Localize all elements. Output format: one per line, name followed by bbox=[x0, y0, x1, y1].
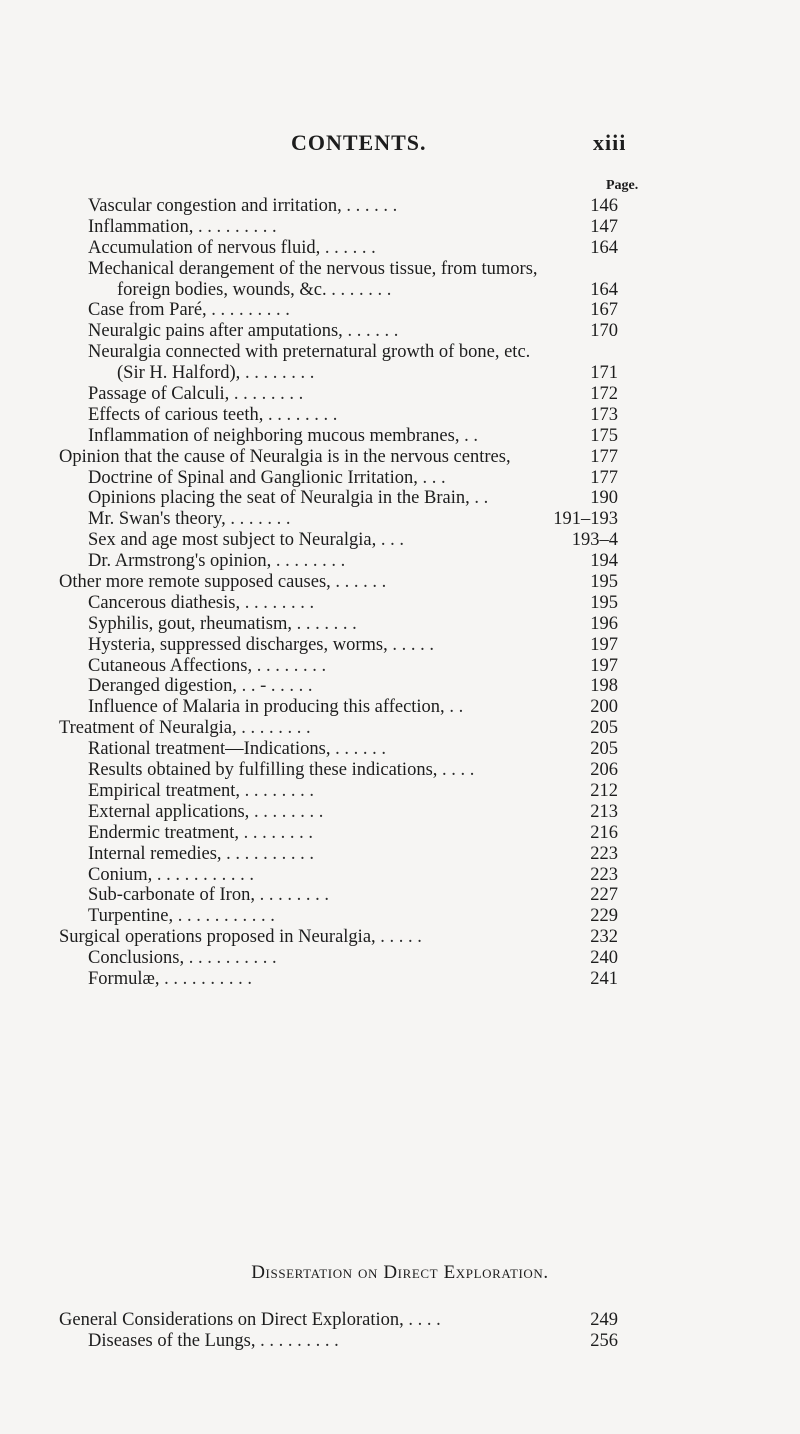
entry-leader-dots: . . . . . . . . bbox=[275, 551, 346, 572]
entry-title bbox=[88, 676, 313, 697]
entry-page-number: 216 bbox=[590, 822, 618, 843]
entry-page-number: 164 bbox=[590, 237, 618, 258]
entry-text: Rational treatment—Indications, bbox=[88, 739, 331, 760]
entry-page-number: 196 bbox=[590, 613, 618, 634]
entry-title bbox=[88, 760, 474, 781]
entry-leader-dots: . . . . . . . . . . . bbox=[156, 864, 254, 885]
contents-entry bbox=[0, 593, 800, 614]
contents-entry bbox=[0, 468, 800, 489]
contents-entry bbox=[0, 906, 800, 927]
entry-title bbox=[88, 739, 386, 760]
entry-title bbox=[88, 321, 398, 342]
entry-page-number: 213 bbox=[590, 801, 618, 822]
entry-text: Accumulation of nervous fluid, bbox=[88, 237, 321, 258]
entry-title bbox=[88, 342, 530, 363]
contents-entry bbox=[0, 363, 800, 384]
entry-page-number: 197 bbox=[590, 634, 618, 655]
entry-title bbox=[88, 509, 291, 530]
contents-entry bbox=[0, 718, 800, 739]
entry-text: Mechanical derangement of the nervous tissue, from tumors, bbox=[88, 258, 538, 279]
entry-leader-dots: . . . . . . . . bbox=[253, 801, 324, 822]
entry-title bbox=[88, 468, 446, 489]
contents-entry bbox=[0, 760, 800, 781]
contents-entry bbox=[0, 280, 800, 301]
entry-page-number: 197 bbox=[590, 655, 618, 676]
contents-entry bbox=[0, 676, 800, 697]
entry-page-number: 223 bbox=[590, 864, 618, 885]
entry-title bbox=[88, 259, 538, 280]
entry-title bbox=[88, 488, 488, 509]
contents-entry bbox=[0, 447, 800, 468]
entry-text: Sub-carbonate of Iron, bbox=[88, 885, 255, 906]
entry-text: Neuralgic pains after amputations, bbox=[88, 321, 343, 342]
entry-text: Neuralgia connected with preternatural growth of bone, etc. bbox=[88, 342, 531, 363]
entry-leader-dots: . . . . . . bbox=[347, 321, 399, 342]
running-head bbox=[0, 130, 800, 160]
entry-page-number: 193–4 bbox=[571, 530, 618, 551]
entry-leader-dots: . . . . . . . . bbox=[241, 718, 311, 739]
entry-page-number: 205 bbox=[590, 718, 618, 739]
entry-text: Endermic treatment, bbox=[88, 822, 240, 843]
entry-text: Opinions placing the seat of Neuralgia in the Brain, bbox=[88, 488, 470, 509]
entry-page-number: 241 bbox=[590, 968, 618, 989]
entry-page-number: 256 bbox=[590, 1330, 618, 1351]
entry-leader-dots: . . - . . . . . bbox=[241, 676, 313, 697]
entry-text: Diseases of the Lungs, bbox=[88, 1330, 256, 1351]
page-column-label: Page. bbox=[606, 178, 639, 193]
entry-leader-dots: . . . . . . . . bbox=[256, 655, 327, 676]
entry-text: Case from Paré, bbox=[88, 300, 207, 321]
entry-title bbox=[88, 802, 323, 823]
entry-text: Formulæ, bbox=[88, 968, 160, 989]
entry-text: Internal remedies, bbox=[88, 843, 222, 864]
entry-leader-dots: . . . . bbox=[408, 1310, 441, 1330]
entry-leader-dots: . . . . . . . . . . . bbox=[177, 906, 275, 927]
entry-text: Inflammation of neighboring mucous membranes, bbox=[88, 425, 460, 446]
entry-text: Doctrine of Spinal and Ganglionic Irritation, bbox=[88, 467, 418, 488]
entry-text: foreign bodies, wounds, &c. bbox=[117, 279, 327, 300]
entry-title bbox=[117, 363, 314, 384]
contents-entry bbox=[0, 300, 800, 321]
entry-text: Deranged digestion, bbox=[88, 676, 237, 697]
contents-entry bbox=[0, 405, 800, 426]
entry-title bbox=[88, 196, 397, 217]
section-heading: Dissertation on Direct Exploration. bbox=[251, 1262, 549, 1283]
entry-leader-dots: . . . . . . bbox=[346, 196, 398, 216]
entry-text: Inflammation, bbox=[88, 216, 194, 237]
entry-page-number: 205 bbox=[590, 739, 618, 760]
entry-page-number: 194 bbox=[590, 551, 618, 572]
contents-entry bbox=[0, 948, 800, 969]
entry-title bbox=[88, 300, 290, 321]
entry-title bbox=[88, 405, 337, 426]
entry-leader-dots: . . bbox=[464, 425, 478, 446]
entry-leader-dots: . . . . . . . . bbox=[259, 885, 329, 906]
entry-leader-dots: . . . bbox=[380, 530, 404, 551]
entry-leader-dots: . . . . . . . bbox=[331, 279, 392, 300]
entry-title bbox=[88, 551, 345, 572]
entry-title bbox=[88, 823, 313, 844]
entry-title bbox=[88, 238, 376, 259]
entry-title bbox=[88, 593, 314, 614]
entry-text: Vascular congestion and irritation, bbox=[88, 196, 342, 216]
entry-page-number: 198 bbox=[590, 676, 618, 697]
entry-leader-dots: . . . . . . bbox=[324, 237, 376, 258]
entry-title bbox=[88, 948, 277, 969]
contents-entry bbox=[0, 865, 800, 886]
page-number: xiii bbox=[593, 130, 627, 155]
entry-text: Cutaneous Affections, bbox=[88, 655, 253, 676]
entry-page-number: 171 bbox=[590, 363, 618, 384]
entry-text: General Considerations on Direct Exploration, bbox=[59, 1310, 404, 1330]
contents-entry bbox=[0, 802, 800, 823]
contents-list bbox=[0, 196, 800, 990]
entry-text: Results obtained by fulfilling these indications, bbox=[88, 760, 438, 781]
contents-entry bbox=[0, 321, 800, 342]
entry-leader-dots: . . . . . . . . . bbox=[260, 1330, 339, 1351]
entry-text: External applications, bbox=[88, 801, 250, 822]
entry-page-number: 206 bbox=[590, 760, 618, 781]
entry-text: Dr. Armstrong's opinion, bbox=[88, 551, 272, 572]
contents-entry bbox=[0, 927, 800, 948]
entry-title bbox=[88, 906, 275, 927]
entry-text: Syphilis, gout, rheumatism, bbox=[88, 613, 293, 634]
entry-text: Passage of Calculi, bbox=[88, 384, 230, 405]
contents-entry bbox=[0, 823, 800, 844]
entry-title bbox=[88, 530, 404, 551]
entry-page-number: 195 bbox=[590, 592, 618, 613]
entry-page-number: 229 bbox=[590, 906, 618, 927]
entry-leader-dots: . . . . . . . . bbox=[244, 592, 315, 613]
contents-entry bbox=[0, 384, 800, 405]
contents-entry bbox=[0, 217, 800, 238]
entry-text: Surgical operations proposed in Neuralgia, bbox=[59, 927, 376, 948]
entry-title bbox=[88, 969, 252, 990]
entry-text: Influence of Malaria in producing this affection, bbox=[88, 697, 445, 718]
entry-text: Cancerous diathesis, bbox=[88, 592, 241, 613]
entry-text: Empirical treatment, bbox=[88, 780, 241, 801]
entry-title bbox=[59, 718, 311, 739]
contents-entry bbox=[0, 530, 800, 551]
contents-entry bbox=[0, 551, 800, 572]
entry-leader-dots: . . . . bbox=[442, 760, 475, 781]
entry-leader-dots: . . . . . . . . . bbox=[197, 216, 277, 237]
entry-title bbox=[88, 614, 357, 635]
entry-title bbox=[59, 572, 386, 593]
entry-title bbox=[88, 635, 434, 656]
entry-text: Conclusions, bbox=[88, 948, 185, 969]
entry-page-number: 177 bbox=[590, 467, 618, 488]
contents-entry bbox=[0, 238, 800, 259]
contents-entry bbox=[0, 342, 800, 363]
contents-entry bbox=[0, 739, 800, 760]
contents-entry bbox=[0, 488, 800, 509]
entry-title bbox=[88, 865, 254, 886]
entry-title bbox=[88, 844, 314, 865]
entry-leader-dots: . . . . . . . . . . bbox=[226, 843, 315, 864]
entry-leader-dots: . . bbox=[449, 697, 464, 718]
entry-text: Treatment of Neuralgia, bbox=[59, 718, 237, 739]
entry-title bbox=[88, 217, 277, 238]
entry-title bbox=[88, 697, 463, 718]
entry-leader-dots: . . . . . . . . . . bbox=[188, 948, 277, 969]
entry-page-number: 223 bbox=[590, 843, 618, 864]
entry-leader-dots: . . . . . . . . bbox=[244, 780, 315, 801]
entry-text: Turpentine, bbox=[88, 906, 174, 927]
entry-leader-dots: . . . . . . . . bbox=[244, 363, 315, 384]
entry-text: Hysteria, suppressed discharges, worms, bbox=[88, 634, 388, 655]
entry-leader-dots: . . . . . . . . . . bbox=[164, 968, 252, 989]
entry-page-number: 170 bbox=[590, 321, 618, 342]
entry-page-number: 164 bbox=[590, 279, 618, 300]
entry-text: Opinion that the cause of Neuralgia is in the nervous centres, bbox=[59, 446, 511, 467]
contents-entry bbox=[0, 426, 800, 447]
entry-text: (Sir H. Halford), bbox=[117, 363, 241, 384]
entry-page-number: 200 bbox=[590, 697, 618, 718]
entry-title bbox=[59, 927, 422, 948]
entry-leader-dots: . . bbox=[474, 488, 489, 509]
section-contents-list bbox=[0, 1310, 800, 1352]
entry-page-number: 173 bbox=[590, 404, 618, 425]
contents-entry bbox=[0, 697, 800, 718]
entry-leader-dots: . . . . . . . . . bbox=[211, 300, 290, 321]
entry-leader-dots: . . . bbox=[422, 467, 446, 488]
entry-leader-dots: . . . . . . bbox=[335, 572, 387, 593]
entry-page-number: 191–193 bbox=[553, 509, 618, 530]
entry-page-number: 195 bbox=[590, 572, 618, 593]
entry-page-number: 212 bbox=[590, 780, 618, 801]
entry-title bbox=[88, 781, 314, 802]
entry-page-number: 227 bbox=[590, 885, 618, 906]
contents-entry bbox=[0, 635, 800, 656]
entry-title bbox=[59, 1310, 441, 1331]
entry-leader-dots: . . . . . . bbox=[335, 739, 386, 760]
contents-entry bbox=[0, 259, 800, 280]
entry-text: Effects of carious teeth, bbox=[88, 404, 264, 425]
entry-leader-dots: . . . . . . . bbox=[296, 613, 357, 634]
entry-leader-dots: . . . . . . . . bbox=[243, 822, 314, 843]
entry-page-number: 190 bbox=[590, 488, 618, 509]
contents-entry bbox=[0, 656, 800, 677]
entry-leader-dots: . . . . . . . . bbox=[267, 404, 338, 425]
contents-entry bbox=[0, 885, 800, 906]
entry-leader-dots: . . . . . . . bbox=[230, 509, 291, 530]
entry-text: Other more remote supposed causes, bbox=[59, 572, 331, 593]
entry-title bbox=[59, 447, 511, 468]
entry-leader-dots: . . . . . . . . bbox=[233, 384, 304, 405]
page-title: CONTENTS. bbox=[291, 130, 427, 155]
entry-page-number: 172 bbox=[590, 384, 618, 405]
entry-page-number: 175 bbox=[590, 425, 618, 446]
entry-text: Conium, bbox=[88, 864, 153, 885]
entry-page-number: 232 bbox=[590, 927, 618, 948]
contents-entry bbox=[0, 1310, 800, 1331]
contents-entry bbox=[0, 196, 800, 217]
entry-title bbox=[88, 656, 326, 677]
entry-leader-dots: . . . . . bbox=[392, 634, 434, 655]
contents-entry bbox=[0, 844, 800, 865]
contents-entry bbox=[0, 1331, 800, 1352]
contents-entry bbox=[0, 781, 800, 802]
contents-entry bbox=[0, 969, 800, 990]
entry-title bbox=[117, 280, 391, 301]
entry-leader-dots: . . . . . bbox=[380, 927, 422, 948]
entry-page-number: 147 bbox=[590, 216, 618, 237]
entry-page-number: 240 bbox=[590, 948, 618, 969]
entry-text: Sex and age most subject to Neuralgia, bbox=[88, 530, 377, 551]
contents-entry bbox=[0, 572, 800, 593]
entry-page-number: 249 bbox=[590, 1310, 618, 1330]
entry-title bbox=[88, 426, 478, 447]
contents-entry bbox=[0, 614, 800, 635]
entry-page-number: 146 bbox=[590, 196, 618, 216]
contents-entry bbox=[0, 509, 800, 530]
entry-title bbox=[88, 384, 303, 405]
entry-page-number: 167 bbox=[590, 300, 618, 321]
entry-page-number: 177 bbox=[590, 446, 618, 467]
entry-title bbox=[88, 885, 329, 906]
entry-title bbox=[88, 1331, 339, 1352]
entry-text: Mr. Swan's theory, bbox=[88, 509, 226, 530]
